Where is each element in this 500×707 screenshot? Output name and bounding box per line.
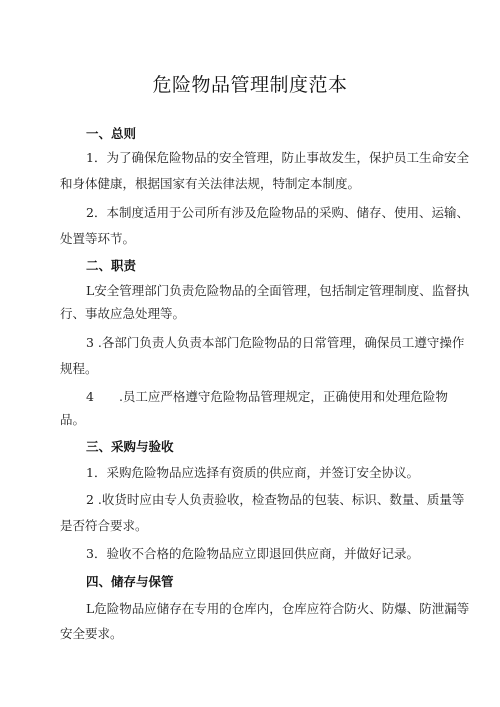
paragraph-line: 行、事故应急处理等。 xyxy=(60,306,186,321)
paragraph-line: 是否符合要求。 xyxy=(60,518,148,533)
paragraph-line: 处置等环节。 xyxy=(60,231,136,246)
section-heading-procurement: 三、采购与验收 xyxy=(86,439,174,454)
paragraph-line: 1．采购危险物品应选择有资质的供应商，并签订安全协议。 xyxy=(86,465,419,480)
section-heading-storage: 四、储存与保管 xyxy=(86,574,174,589)
paragraph-line: 2．本制度适用于公司所有涉及危险物品的采购、储存、使用、运输、 xyxy=(86,205,469,220)
paragraph-line: 安全要求。 xyxy=(60,626,123,641)
paragraph-line: 1．为了确保危险物品的安全管理，防止事故发生，保护员工生命安全 xyxy=(86,150,469,165)
section-heading-general: 一、总则 xyxy=(86,126,137,141)
paragraph-line: 规程。 xyxy=(60,361,98,376)
paragraph-line: 3．验收不合格的危险物品应立即退回供应商，并做好记录。 xyxy=(86,546,419,561)
paragraph-line: 4 .员工应严格遵守危险物品管理规定，正确使用和处理危险物 xyxy=(86,389,448,404)
document-title: 危险物品管理制度范本 xyxy=(152,74,348,96)
section-heading-duties: 二、职责 xyxy=(86,258,137,273)
paragraph-line: 和身体健康，根据国家有关法律法规，特制定本制度。 xyxy=(60,176,361,191)
paragraph-line: 品。 xyxy=(60,412,86,427)
paragraph-line: 3 .各部门负责人负责本部门危险物品的日常管理，确保员工遵守操作 xyxy=(86,335,465,350)
paragraph-line: L危险物品应储存在专用的仓库内，仓库应符合防火、防爆、防泄漏等 xyxy=(86,601,470,616)
paragraph-line: 2 .收货时应由专人负责验收，检查物品的包装、标识、数量、质量等 xyxy=(86,492,465,507)
paragraph-line: L安全管理部门负责危险物品的全面管理，包括制定管理制度、监督执 xyxy=(86,283,470,298)
